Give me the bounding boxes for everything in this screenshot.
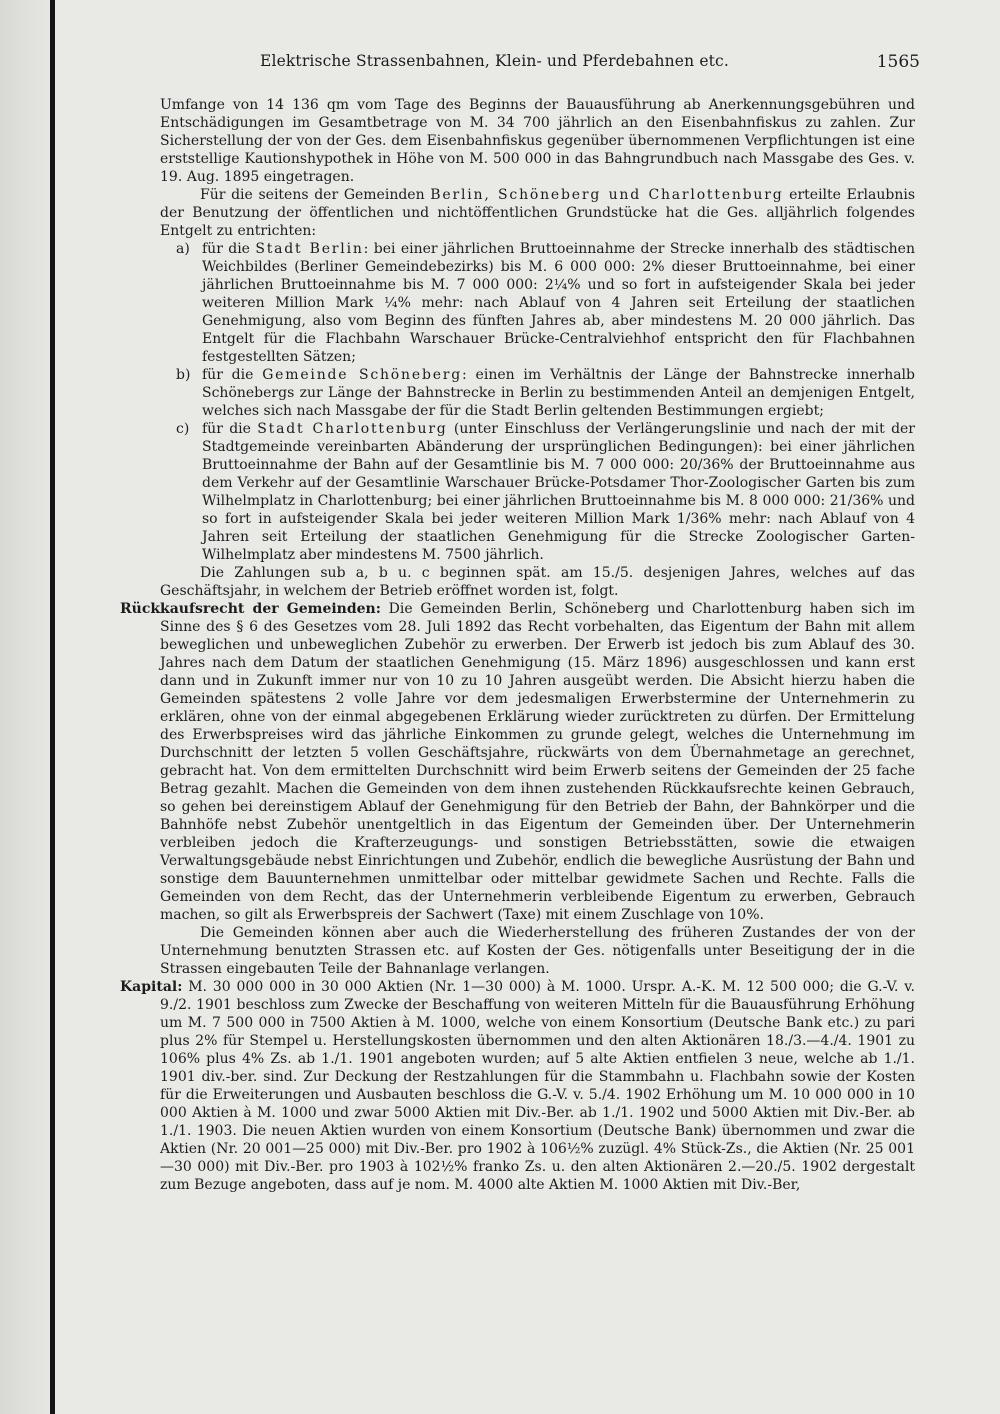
fee-item-c-label: c) (176, 421, 190, 437)
fee-item-a (120, 240, 915, 366)
fee-item-a-text: : bei einer jährlichen Bruttoeinnahme der Strecke innerhalb des städtischen Weichbildes (Berliner Gemeindebezirks) bis M. 6 000 000: 2% dieser Bruttoeinnahme, bei einer jährlichen Bruttoeinnahme bis M. 7 000 000: 2¼% und so fort in aufsteigender Skala bei jeder weiteren Million Mark ¼% mehr: nach Ablauf von 4 Jahren seit Erteilung der staatlichen Genehmigung, also vom Beginn des fünften Jahres ab, aber mindestens M. 20 000 jährlich. Das Entgelt für die Flachbahn Warschauer Brücke-Centralviehhof entspricht den für Flachbahnen festgestellten Sätzen; (202, 241, 915, 365)
rueckkauf-paragraph-2: Die Gemeinden können aber auch die Wiederherstellung des früheren Zustandes der von der Unternehmung benutzten Strassen etc. auf Kosten der Ges. nötigenfalls unter Beseitigung der in die Strassen eingebauten Teile der Bahnanlage verlangen. (160, 925, 915, 977)
fee-item-c-lead: für die (202, 421, 258, 437)
fee-item-a-label: a) (176, 241, 190, 257)
fee-item-b (120, 366, 915, 420)
fee-item-a-lead: für die (202, 241, 256, 257)
municipalities-spaced: Berlin, Schöneberg und Charlottenburg (430, 187, 784, 203)
fee-item-c (120, 420, 915, 564)
page-body (120, 96, 915, 1194)
fee-item-a-place: Stadt Berlin (255, 241, 364, 257)
rueckkauf-text: Die Gemeinden Berlin, Schöneberg und Charlottenburg haben sich im Sinne des § 6 des Gesetzes vom 28. Juli 1892 das Recht vorbehalten, das Eigentum der Bahn mit allem beweglichen und unbeweglichen Zubehör zu erwerben. Der Erwerb ist jedoch bis zum Ablauf des 30. Jahres nach dem Datum der staatlichen Genehmigung (15. März 1896) ausgeschlossen und kann erst dann und in Zukunft immer nur von 10 zu 10 Jahren ausgeübt werden. Die Absicht hierzu haben die Gemeinden spätestens 2 volle Jahre vor dem jedesmaligen Erwerbstermine der Unternehmerin zu erklären, ohne von der einmal abgegebenen Erklärung wieder zurücktreten zu dürfen. Der Ermittelung des Erwerbspreises wird das jährliche Einkommen zu grunde gelegt, welches die Unternehmung im Durchschnitt der letzten 5 vollen Geschäftsjahre, rückwärts von dem Übernahmetage an gerechnet, gebracht hat. Von dem ermittelten Durchschnitt wird beim Erwerb seitens der Gemeinden der 25 fache Betrag gezahlt. Machen die Gemeinden von dem ihnen zustehenden Rückkaufsrechte keinen Gebrauch, so gehen bei dereinstigem Ablauf der Genehmigung für den Betrieb der Bahn, der Bahnkörper und die Bahnhöfe nebst Zubehör unentgeltlich in das Eigentum der Gemeinden über. Der Unternehmerin verbleiben jedoch die Krafterzeugungs- und sonstigen Betriebsstätten, sowie die etwaigen Verwaltungsgebäude nebst Einrichtungen und Zubehör, endlich die bewegliche Ausrüstung der Bahn und sonstige dem Bauunternehmen unmittelbar oder mittelbar gewidmete Sachen und Rechte. Falls die Gemeinden von dem Recht, das der Unternehmerin verbleibende Eigentum zu erwerben, Gebrauch machen, so gilt als Erwerbspreis der Sachwert (Taxe) mit einem Zuschlage von 10%. (160, 601, 915, 923)
fee-item-b-label: b) (176, 367, 191, 383)
running-title: Elektrische Strassenbahnen, Klein- und Pferdebahnen etc. (260, 52, 729, 70)
kapital-text: M. 30 000 000 in 30 000 Aktien (Nr. 1—30 000) à M. 1000. Urspr. A.-K. M. 12 500 000; die G.-V. v. 9./2. 1901 beschloss zum Zwecke der Beschaffung von weiteren Mitteln für die Bauausführung Erhöhung um M. 7 500 000 in 7500 Aktien à M. 1000, welche von einem Konsortium (Deutsche Bank etc.) zu pari plus 2% für Stempel u. Herstellungskosten übernommen und den alten Aktionären 18./3.—4./4. 1901 zu 106% plus 4% Zs. ab 1./1. 1901 angeboten wurden; auf 5 alte Aktien entfielen 3 neue, welche ab 1./1. 1901 div.-ber. sind. Zur Deckung der Restzahlungen für die Stammbahn u. Flachbahn sowie der Kosten für die Erweiterungen und Ausbauten beschloss die G.-V. v. 5./4. 1902 Erhöhung um M. 10 000 000 in 10 000 Aktien à M. 1000 und zwar 5000 Aktien mit Div.-Ber. ab 1./1. 1902 und 5000 Aktien mit Div.-Ber. ab 1./1. 1903. Die neuen Aktien wurden von einem Konsortium (Deutsche Bank) übernommen und zwar die Aktien (Nr. 20 001—25 000) mit Div.-Ber. pro 1902 à 106½% zuzügl. 4% Stück-Zs., die Aktien (Nr. 25 001—30 000) mit Div.-Ber. pro 1903 à 102½% franko Zs. u. den alten Aktionären 2.—20./5. 1902 dergestalt zum Bezuge angeboten, dass auf je nom. M. 4000 alte Aktien M. 1000 Aktien mit Div.-Ber, (160, 979, 915, 1193)
fee-item-b-text: : einen im Verhältnis der Länge der Bahnstrecke innerhalb Schönebergs zur Länge der Bahnstrecke in Berlin zu bestimmenden Anteil an demjenigen Entgelt, welches sich nach Massgabe der für die Stadt Berlin geltenden Bestimmungen ergiebt; (202, 367, 915, 419)
binding-edge (50, 0, 55, 1414)
running-header (260, 52, 920, 76)
rueckkauf-heading: Rückkaufsrecht der Gemeinden: (120, 601, 381, 617)
fee-item-c-text: (unter Einschluss der Verlängerungslinie und nach der mit der Stadtgemeinde vereinbarten Abänderung der ursprünglichen Bedingungen): bei einer jährlichen Bruttoeinnahme der Bahn auf der Gesamtlinie bis M. 7 000 000: 20/36% der Bruttoeinnahme aus dem Verkehr auf der Gesamtlinie Warschauer Brücke-Potsdamer Thor-Zoologischer Garten bis zum Wilhelmplatz in Charlottenburg; bei einer jährlichen Bruttoeinnahme bis M. 8 000 000: 21/36% und so fort in aufsteigender Skala bei jeder weiteren Million Mark 1/36% mehr: nach Ablauf von 4 Jahren seit Erteilung der staatlichen Genehmigung für die Strecke Zoologischer Garten-Wilhelmplatz aber mindestens M. 7500 jährlich. (202, 421, 916, 563)
page-margin-shadow (0, 0, 50, 1414)
rueckkauf-section (120, 600, 915, 924)
fee-item-c-place: Stadt Charlottenburg (257, 421, 448, 437)
fee-item-b-place: Gemeinde Schöneberg (262, 367, 463, 383)
fee-intro-paragraph (120, 186, 915, 240)
fee-item-b-lead: für die (202, 367, 263, 383)
kapital-heading: Kapital: (120, 979, 183, 995)
fee-intro-rest: erteilte Erlaubnis der Benutzung der öffentlichen und nichtöffentlichen Grundstücke hat die Ges. alljährlich folgendes Entgelt zu entrichten: (160, 187, 915, 239)
intro-paragraph: Umfange von 14 136 qm vom Tage des Beginns der Bauausführung ab Anerkennungsgebühren und Entschädigungen im Gesamtbetrage von M. 34 700 jährlich an den Eisenbahnfiskus zu zahlen. Zur Sicherstellung der von der Ges. dem Eisenbahnfiskus gegenüber übernommenen Verpflichtungen ist eine erststellige Kautionshypothek in Höhe von M. 500 000 in das Bahngrundbuch nach Massgabe des Ges. v. 19. Aug. 1895 eingetragen. (160, 97, 915, 185)
page-number: 1565 (876, 52, 920, 72)
fee-intro-lead: Für die seitens der Gemeinden (200, 187, 431, 203)
payments-note: Die Zahlungen sub a, b u. c beginnen spät. am 15./5. desjenigen Jahres, welches auf das Geschäftsjahr, in welchem der Betrieb eröffnet worden ist, folgt. (160, 565, 915, 599)
kapital-section (120, 978, 915, 1194)
